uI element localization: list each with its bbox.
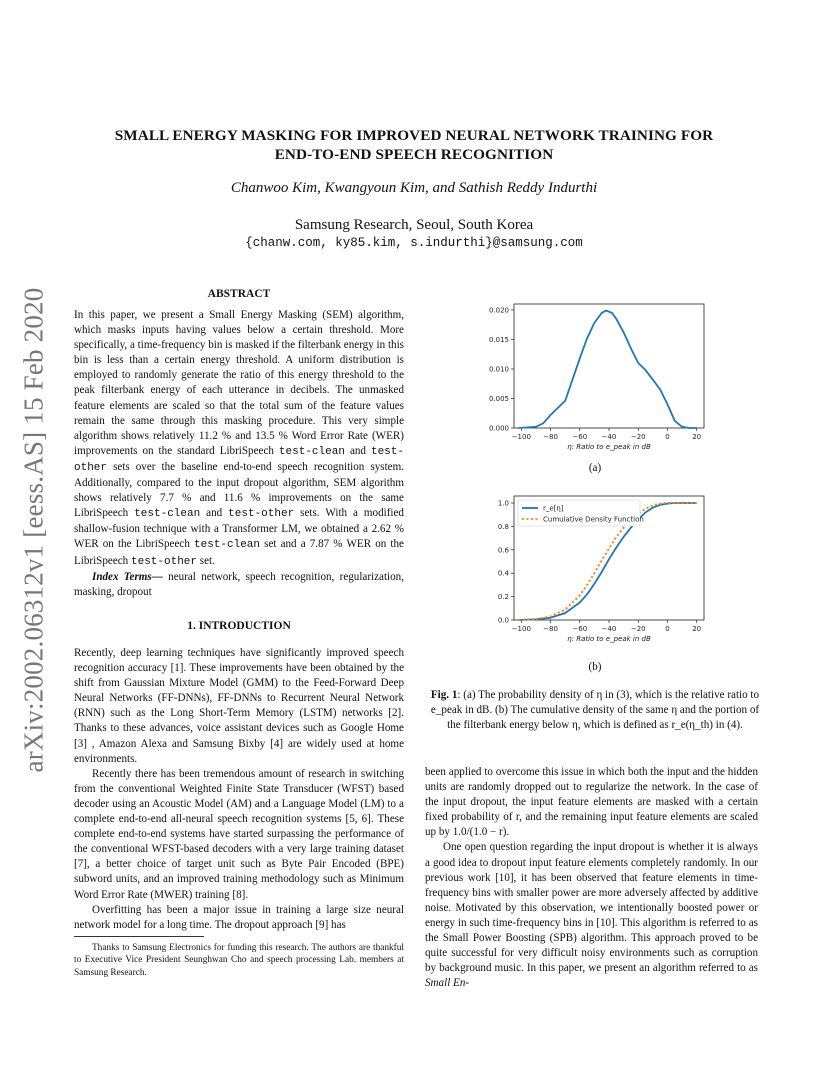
y-tick-label: 0.8 — [497, 522, 509, 531]
y-tick-label: 1.0 — [497, 499, 509, 508]
arxiv-stamp-text: arXiv:2002.06312v1 [eess.AS] 15 Feb 2020 — [18, 287, 49, 773]
x-tick-label: 20 — [692, 625, 702, 633]
index-terms-label: Index Terms— — [92, 571, 163, 583]
y-tick-label: 0.020 — [488, 306, 509, 315]
y-tick-label: 0.2 — [497, 593, 509, 602]
intro-body — [74, 646, 404, 933]
plot-frame — [514, 304, 704, 428]
right-column-body — [425, 765, 758, 991]
x-tick-label: −80 — [543, 625, 558, 633]
caption-text: : (a) The probability density of η in (3), which is the relative ratio to e_peak in dB. (b) The cumulative density of the same η and the portion of the filterbank energy below η, which is defined as r_e(η_th) in (4). — [430, 689, 760, 732]
caption-label: Fig. 1 — [430, 689, 458, 701]
x-tick-label: −20 — [630, 433, 646, 441]
abstract-and-1: and — [349, 444, 366, 457]
x-tick-label: −100 — [511, 625, 531, 633]
abstract-text-3: sets. With a modified shallow-fusion technique with a Transformer LM, we obtained a 2.62 % WER on the LibriSpeech — [74, 507, 404, 551]
intro-paragraph-3: Overfitting has been a major issue in training a large size neural network model for a long time. The dropout approach [9] has — [74, 903, 404, 931]
figure-1-caption — [430, 688, 760, 733]
abstract-text-4: set and a 7.87 % WER on the LibriSpeech — [74, 538, 404, 567]
x-tick-label: −60 — [572, 625, 588, 633]
code-test-other: test-other — [228, 508, 295, 521]
x-tick-label: −40 — [601, 625, 617, 633]
y-tick-label: 0.000 — [488, 424, 509, 433]
authors: Chanwoo Kim, Kwangyoun Kim, and Sathish Reddy Indurthi — [230, 180, 598, 196]
right-paragraph-2-tail: Small En- — [425, 977, 470, 990]
code-test-clean: test-clean — [278, 445, 345, 458]
x-tick-label: 0 — [665, 625, 670, 633]
code-test-clean: test-clean — [194, 539, 261, 552]
y-tick-label: 0.6 — [497, 546, 509, 555]
x-tick-label: 0 — [665, 433, 670, 441]
legend-label: r_e[η] — [543, 504, 564, 513]
y-tick-label: 0.005 — [488, 394, 509, 403]
x-tick-label: 20 — [692, 433, 702, 441]
legend-label: Cumulative Density Function — [543, 515, 644, 524]
abstract-text-1: In this paper, we present a Small Energy Masking (SEM) algorithm, which masks inputs having values below a certain threshold. More specifically, a time-frequency bin is masked if the filterbank energy in this bin is less than a certain energy threshold. A uniform distribution is employed to randomly generate the ratio of this energy threshold to the peak filterbank energy of each utterance in decibels. The unmasked feature elements are scaled so that the total sum of the feature values remain the same through this masking procedure. This very simple algorithm shows relatively 11.2 % and 13.5 % Word Error Rate (WER) improvements on the standard LibriSpeech — [74, 309, 404, 457]
figure-1b-label: (b) — [588, 661, 602, 673]
x-tick-label: −80 — [543, 433, 558, 441]
footnote-rule — [74, 936, 204, 937]
figure-1a-chart — [476, 298, 716, 458]
x-tick-label: −40 — [601, 433, 617, 441]
code-test-other: test-other — [74, 445, 404, 474]
abstract-text-2: sets over the baseline end-to-end speech recognition system. Additionally, compared to the input dropout algorithm, SEM algorithm shows relatively 7.7 % and 11.6 % improvements on the same LibriSpeech — [74, 460, 404, 520]
x-tick-label: −100 — [511, 433, 531, 441]
intro-heading: 1. INTRODUCTION — [187, 620, 291, 632]
y-tick-label: 0.0 — [497, 616, 509, 625]
email: {chanw.com, ky85.kim, s.indurthi}@samsung.com — [245, 236, 583, 250]
figure-1a-label: (a) — [588, 462, 602, 474]
title-line-1: SMALL ENERGY MASKING FOR IMPROVED NEURAL NETWORK TRAINING FOR — [114, 127, 714, 144]
code-test-clean: test-clean — [134, 508, 201, 521]
y-tick-label: 0.010 — [488, 365, 509, 374]
abstract-and-2: and — [206, 507, 223, 520]
affiliation: Samsung Research, Seoul, South Korea — [294, 217, 534, 233]
index-terms-text: neural network, speech recognition, regularization, masking, dropout — [74, 571, 404, 599]
x-axis-label: η: Ratio to e_peak in dB — [567, 443, 651, 451]
footnote: Thanks to Samsung Electronics for funding this research. The authors are thankful to Executive Vice President Seunghwan Cho and speech processing Lab. members at Samsung Research. — [74, 943, 404, 978]
title-line-2: END-TO-END SPEECH RECOGNITION — [274, 146, 554, 163]
abstract-heading: ABSTRACT — [207, 288, 271, 300]
abstract-text-5: set. — [199, 554, 215, 567]
x-tick-label: −60 — [572, 433, 588, 441]
intro-paragraph-2: Recently there has been tremendous amount of research in switching from the conventional Weighted Finite State Transducer (WFST) based decoder using an Acoustic Model (AM) and a Language Model (LM) to a complete end-to-end all-neural speech recognition systems [5, 6]. These complete end-to-end systems have started surpassing the performance of the conventional WFST-based decoders with a very large training dataset [7], a better choice of target unit such as Byte Pair Encoded (BPE) subword units, and an improved training methodology such as Minimum Word Error Rate (MWER) training [8]. — [74, 767, 404, 901]
arxiv-stamp — [18, 280, 50, 780]
y-tick-label: 0.4 — [497, 569, 509, 578]
index-terms — [74, 570, 404, 600]
code-test-other: test-other — [131, 555, 198, 568]
paper-title — [60, 126, 768, 164]
figure-1b-chart — [476, 490, 716, 650]
intro-paragraph-1: Recently, deep learning techniques have significantly improved speech recognition accuracy [1]. These improvements have been obtained by the shift from Gaussian Mixture Model (GMM) to the Feed-Forward Deep Neural Networks (FF-DNNs), FF-DNNs to Recurrent Neural Network (RNN) such as the Long Short-Term Memory (LSTM) networks [2]. Thanks to these advances, voice assistant devices such as Google Home [3] , Amazon Alexa and Samsung Bixby [4] are widely used at home environments. — [74, 647, 404, 765]
right-paragraph-1: been applied to overcome this issue in which both the input and the hidden units are randomly dropped out to regularize the network. In the case of the input dropout, the input feature elements are masked with a certain fixed probability of r, and the remaining input feature elements are scaled up by 1.0/(1.0 − r). — [425, 766, 758, 839]
x-tick-label: −20 — [630, 625, 646, 633]
x-axis-label: η: Ratio to e_peak in dB — [567, 635, 651, 643]
abstract-body — [74, 308, 404, 570]
y-tick-label: 0.015 — [488, 335, 509, 344]
series-line-1 — [518, 311, 696, 429]
right-paragraph-2: One open question regarding the input dropout is whether it is always a good idea to dropout input feature elements completely randomly. In our previous work [10], it has been observed that feature elements in time-frequency bins with smaller power are more adversely affected by additive noise. Motivated by this observation, we intentionally boosted power or energy in such time-frequency bins in [10]. This algorithm is referred to as the Small Power Boosting (SPB) algorithm. This approach proved to be quite successful for very difficult noisy environments such as corruption by background music. In this paper, we present an algorithm referred to as — [425, 841, 758, 975]
